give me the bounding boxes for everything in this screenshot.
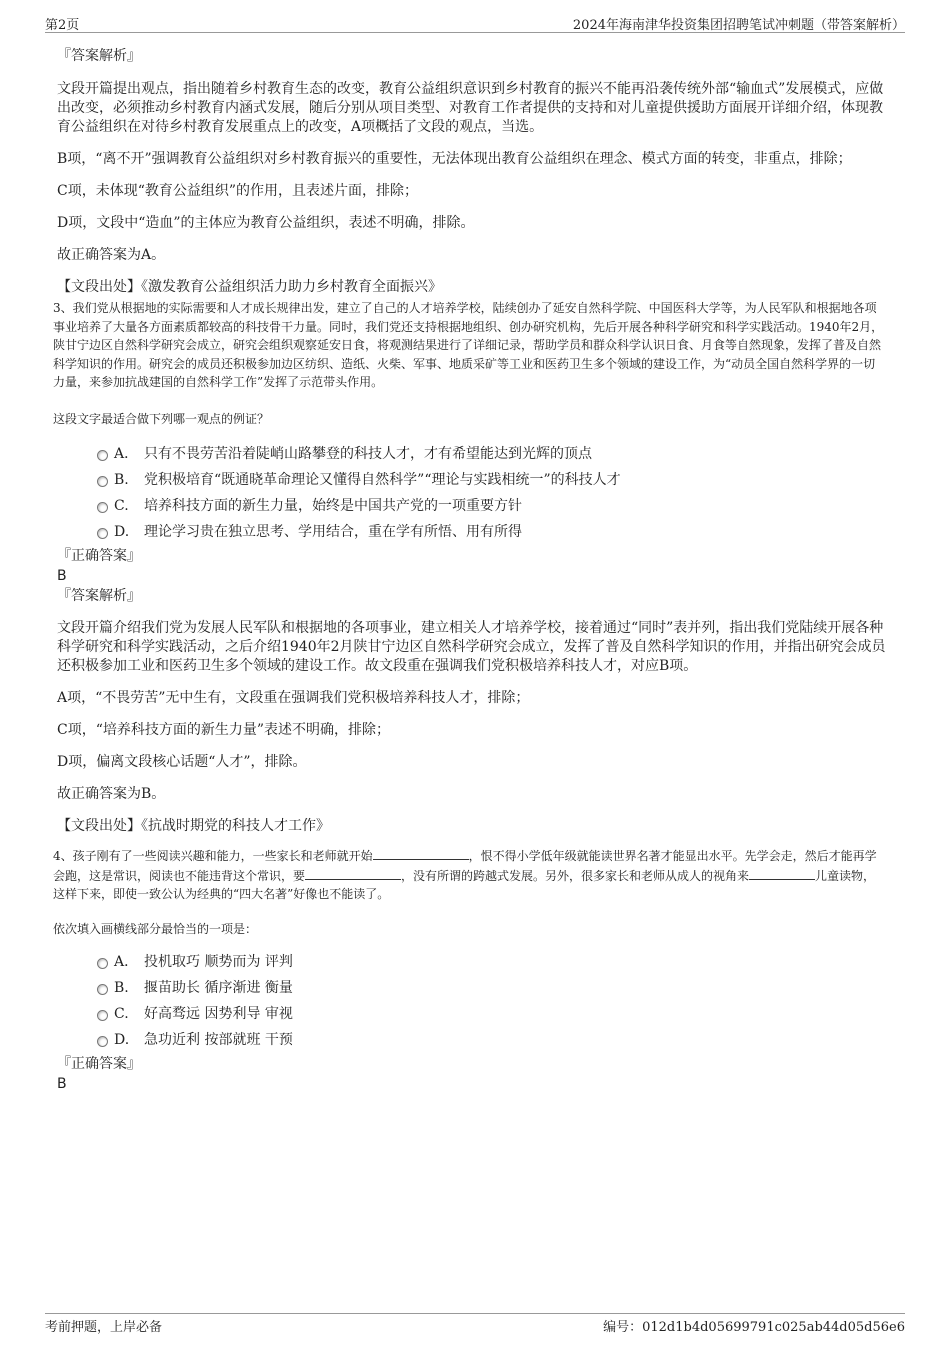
q2-analysis-b: B项，“离不开”强调教育公益组织对乡村教育振兴的重要性，无法体现出教育公益组织在理念、模式方面的转变，非重点，排除； [57,151,852,167]
page-footer [45,1313,905,1334]
q3-source: 【文段出处】《抗战时期党的科技人才工作》 [57,818,330,834]
q3-answer-label: 『正确答案』 [57,548,141,564]
q4-option-b[interactable]: B. 揠苗助长 循序渐进 衡量 [57,978,887,1004]
radio-icon[interactable] [97,958,108,969]
q3-analysis-label: 『答案解析』 [57,588,141,604]
q2-source: 【文段出处】《激发教育公益组织活力助力乡村教育全面振兴》 [57,279,442,295]
q4-options [57,952,887,1056]
radio-icon[interactable] [97,528,108,539]
document-title: 2024年海南津华投资集团招聘笔试冲刺题（带答案解析） [572,18,905,33]
q3-question: 这段文字最适合做下列哪一观点的例证？ [53,411,270,426]
document-code: 编号：012d1b4d05699791c025ab44d05d56e6 [603,1320,905,1335]
q3-stem: 3、我们党从根据地的实际需要和人才成长规律出发，建立了自己的人才培养学校，陆续创办了延安自然科学院、中国医科大学等，为人民军队和根据地各项事业培养了大量各方面素质都较高的科技骨干力量。同时，我们党还支持根据地组织、创办研究机构，先后开展各种科学研究和科学实践活动。1940年2月，陕甘宁边区自然科学研究会成立，研究会组织观察延安日食，将观测结果进行了详细记录，帮助学员和群众科学认识日食、月食等自然现象，发挥了普及自然科学知识的作用。研究会的成员还积极参加边区纺织、造纸、火柴、军事、地质采矿等工业和医药卫生多个领域的建设工作，为“动员全国自然科学界的一切力量，来参加抗战建国的自然科学工作”发挥了示范带头作用。 [53,301,884,389]
q4-stem: 4、孩子刚有了一些阅读兴趣和能力，一些家长和老师就开始 ，恨不得小学低年级就能读世界名著才能显出水平。先学会走，然后才能再学会跑，这是常识，阅读也不能违背这个常识，要 ，没有所谓的跨越式发展。另外，很多家长和老师从成人的视角来 儿童读物，这样下来，即使一致公认为经典的“四大名著”好像也不能读了。 [53,846,887,904]
q3-option-c[interactable]: C. 培养科技方面的新生力量，始终是中国共产党的一项重要方针 [57,496,887,522]
q4-option-d[interactable]: D. 急功近利 按部就班 干预 [57,1030,887,1056]
page-number: 第2页 [45,18,80,33]
blank-2 [305,866,401,880]
radio-icon[interactable] [97,1036,108,1047]
q4-answer: B [57,1076,67,1092]
q3-analysis-d: D项，偏离文段核心话题“人才”，排除。 [57,754,307,770]
q4-option-a[interactable]: A． 投机取巧 顺势而为 评判 [57,952,887,978]
q3-analysis-c: C项，“培养科技方面的新生力量”表述不明确，排除； [57,722,391,738]
radio-icon[interactable] [97,502,108,513]
q4-option-c[interactable]: C. 好高骛远 因势利导 审视 [57,1004,887,1030]
q4-answer-label: 『正确答案』 [57,1056,141,1072]
page-content [53,44,887,1094]
footer-note: 考前押题，上岸必备 [45,1320,163,1335]
radio-icon[interactable] [97,450,108,461]
radio-icon[interactable] [97,476,108,487]
q2-conclusion: 故正确答案为A。 [57,247,166,263]
blank-3 [749,866,815,880]
q3-analysis-a: A项，“不畏劳苦”无中生有，文段重在强调我们党积极培养科技人才，排除； [57,690,530,706]
q3-answer: B [57,568,67,584]
q2-analysis-c: C项，未体现“教育公益组织”的作用，且表述片面，排除； [57,183,419,199]
q3-option-a[interactable]: A． 只有不畏劳苦沿着陡峭山路攀登的科技人才，才有希望能达到光辉的顶点 [57,444,887,470]
q3-options [57,444,887,548]
q3-conclusion: 故正确答案为B。 [57,786,166,802]
radio-icon[interactable] [97,1010,108,1021]
q2-analysis-text: 文段开篇提出观点，指出随着乡村教育生态的改变，教育公益组织意识到乡村教育的振兴不能再沿袭传统外部“输血式”发展模式，应做出改变，必须推动乡村教育内涵式发展，随后分别从项目类型、对教育工作者提供的支持和对儿童提供援助方面展开详细介绍，体现教育公益组织在对待乡村教育发展重点上的改变，A项概括了文段的观点，当选。 [57,81,884,135]
q3-analysis-text: 文段开篇介绍我们党为发展人民军队和根据地的各项事业，建立相关人才培养学校，接着通过“同时”表并列，指出我们党陆续开展各种科学研究和科学实践活动，之后介绍1940年2月陕甘宁边区自然科学研究会成立，发挥了普及自然科学知识的作用，并指出研究会成员还积极参加工业和医药卫生多个领域的建设工作。故文段重在强调我们党积极培养科技人才，对应B项。 [57,620,886,674]
radio-icon[interactable] [97,984,108,995]
q2-analysis-d: D项，文段中“造血”的主体应为教育公益组织，表述不明确，排除。 [57,215,475,231]
q2-analysis-label: 『答案解析』 [57,48,141,64]
q3-option-d[interactable]: D. 理论学习贵在独立思考、学用结合，重在学有所悟、用有所得 [57,522,887,548]
blank-1 [373,846,469,860]
q3-option-b[interactable]: B. 党积极培育“既通晓革命理论又懂得自然科学”“理论与实践相统一”的科技人才 [57,470,887,496]
page-header [45,14,905,33]
q4-question: 依次填入画横线部分最恰当的一项是： [53,921,258,936]
